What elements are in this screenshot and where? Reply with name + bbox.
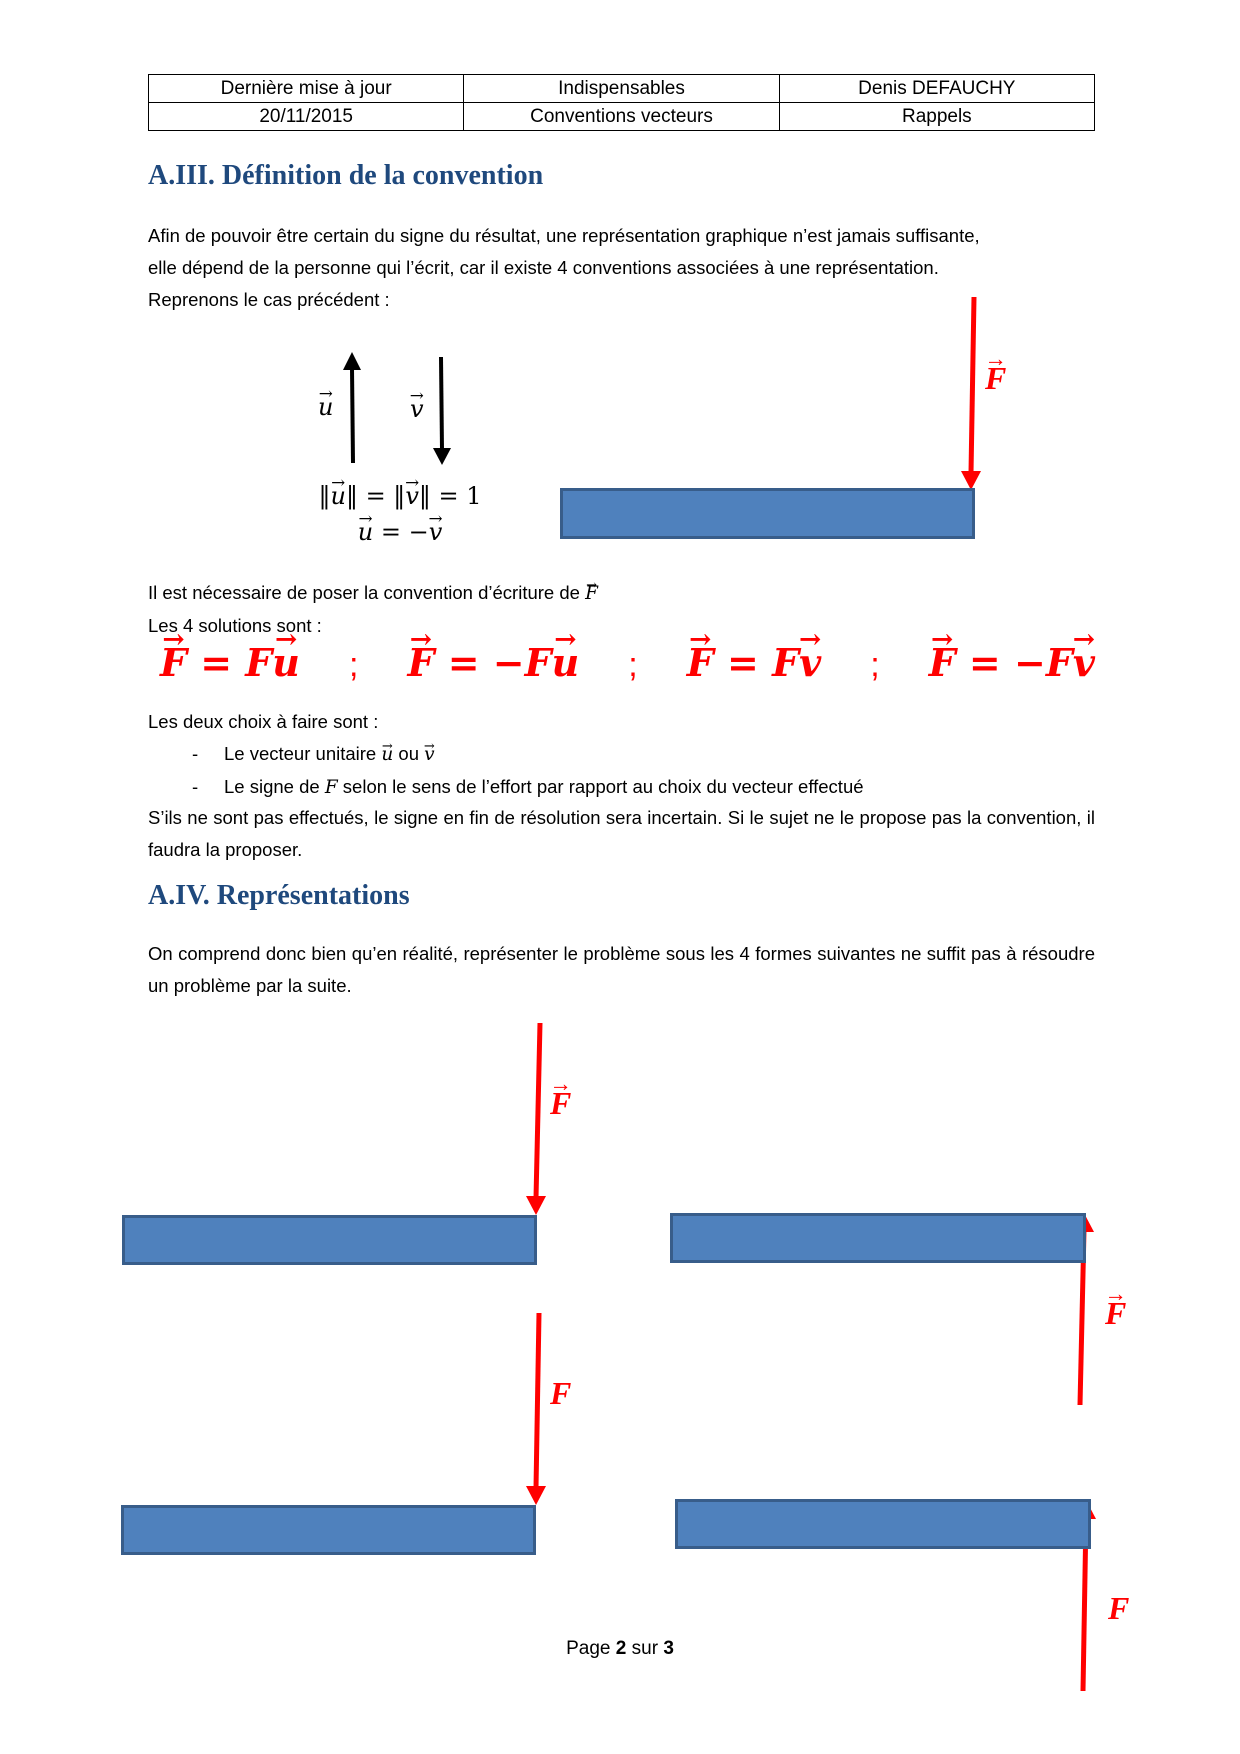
header-author: Denis DEFAUCHY — [779, 75, 1094, 103]
choice1-v: → v — [424, 739, 434, 771]
footer-total-pages: 3 — [663, 1638, 674, 1659]
choice1-u: → u — [381, 739, 393, 771]
section-4-intro: On comprend donc bien qu’en réalité, représenter le problème sous les 4 formes suivantes ne suffit pas à résoudre un problème par la suite. — [148, 943, 1095, 996]
force-arrow-main-icon — [961, 297, 981, 490]
beam-rep-4 — [675, 1499, 1091, 1549]
header-type: Rappels — [779, 103, 1094, 131]
force-label-rep-3 — [550, 1375, 571, 1412]
choice2-suffix: selon le sens de l’effort par rapport au choix du vecteur effectué — [342, 776, 864, 797]
force-label-main — [985, 360, 1006, 397]
necessity-sentence: Il est nécessaire de poser la convention d’écriture de — [148, 582, 580, 603]
sol2-scalar: F — [524, 640, 552, 685]
choices-label: Les deux choix à faire sont : — [148, 711, 379, 732]
force-label-rep-4 — [1108, 1590, 1129, 1627]
force-symbol-rep-2: → F — [1105, 1295, 1126, 1332]
separator-2: ; — [628, 646, 638, 684]
relation-equation: → u = −→ v — [290, 518, 510, 546]
intro-line-1: Afin de pouvoir être certain du signe du résultat, une représentation graphique n’est jamais suffisante, — [148, 225, 980, 246]
sol1-eq: = — [200, 640, 233, 685]
intro-line-2: elle dépend de la personne qui l’écrit, car il existe 4 conventions associées à une représentation. — [148, 257, 939, 278]
sol1-vector: → u — [272, 640, 300, 685]
beam-rep-2 — [670, 1213, 1086, 1263]
footer-of-word: sur — [631, 1638, 659, 1659]
norm-u: → u — [330, 482, 345, 510]
norm-equation: ‖→ u‖ = ‖→ v‖ = 1 — [290, 482, 510, 510]
sol1-lhs: → F — [160, 640, 187, 685]
choice1-mid: ou — [398, 743, 419, 764]
solution-2 — [407, 640, 579, 685]
separator-3: ; — [870, 646, 880, 684]
u-symbol: → u — [318, 393, 333, 421]
sol4-lhs: → F — [929, 640, 956, 685]
sol2-vector: → u — [552, 640, 580, 685]
sol2-eq: = — [447, 640, 480, 685]
beam-rep-3 — [121, 1505, 536, 1555]
choice2-prefix: Le signe de — [224, 776, 320, 797]
page-footer — [0, 1638, 1240, 1660]
footer-current-page: 2 — [615, 1638, 627, 1659]
rel-v: → v — [429, 518, 443, 546]
beam-main — [560, 488, 975, 539]
force-symbol-rep-1: → F — [550, 1085, 571, 1122]
choice-item-1 — [148, 738, 1095, 771]
solutions-row — [160, 640, 1095, 685]
conclusion-text: S’ils ne sont pas effectués, le signe en fin de résolution sera incertain. Si le sujet ne le propose pas la convention, il faudra la proposer. — [148, 807, 1095, 860]
solutions-label: Les 4 solutions sont : — [148, 615, 322, 636]
intro-line-3: Reprenons le cas précédent : — [148, 289, 390, 310]
force-symbol-main: → F — [985, 360, 1006, 397]
beam-rep-1 — [122, 1215, 537, 1265]
header-last-update-label: Dernière mise à jour — [149, 75, 464, 103]
bullet-dash: - — [192, 776, 199, 797]
force-symbol-rep-4: F — [1108, 1590, 1130, 1626]
choice-item-2 — [148, 771, 1095, 804]
choices-list — [148, 706, 1095, 804]
header-date: 20/11/2015 — [149, 103, 464, 131]
force-arrow-rep-3-icon — [526, 1313, 546, 1505]
header-topic: Conventions vecteurs — [464, 103, 779, 131]
solution-1 — [160, 640, 300, 685]
solution-4 — [929, 640, 1095, 685]
rel-u: → u — [358, 518, 373, 546]
v-symbol: → v — [410, 395, 424, 423]
section-4-title: A.IV. Représentations — [148, 880, 410, 911]
force-symbol-rep-3: F — [550, 1375, 572, 1411]
sol4-scalar: F — [1045, 640, 1073, 685]
force-label-rep-2 — [1105, 1295, 1126, 1332]
norm-v: → v — [405, 482, 419, 510]
force-label-rep-1 — [550, 1085, 571, 1122]
sol3-eq: = — [727, 640, 759, 685]
sol3-vector: → v — [799, 640, 821, 685]
unit-vector-v-arrow-icon — [433, 357, 451, 465]
sol2-sign: − — [492, 640, 525, 685]
sol3-lhs: → F — [687, 640, 714, 685]
necessity-f-symbol: → F — [585, 578, 598, 610]
unit-vector-v-label — [410, 395, 424, 423]
solution-3 — [687, 640, 821, 685]
sol4-sign: − — [1014, 640, 1046, 685]
bullet-dash: - — [192, 743, 199, 764]
header-category: Indispensables — [464, 75, 779, 103]
choice1-prefix: Le vecteur unitaire — [224, 743, 377, 764]
sol4-eq: = — [968, 640, 1001, 685]
force-arrow-rep-1-icon — [526, 1023, 546, 1215]
sol4-vector: → v — [1073, 640, 1095, 685]
unit-vector-u-label — [318, 393, 333, 421]
sol2-lhs: → F — [407, 640, 434, 685]
separator-1: ; — [348, 646, 359, 684]
footer-page-word: Page — [566, 1638, 611, 1659]
section-3-title: A.III. Définition de la convention — [148, 160, 544, 191]
choice2-f: F — [324, 777, 338, 798]
sol3-scalar: F — [772, 640, 800, 685]
unit-vector-u-arrow-icon — [343, 352, 361, 463]
sol1-scalar: F — [245, 640, 273, 685]
